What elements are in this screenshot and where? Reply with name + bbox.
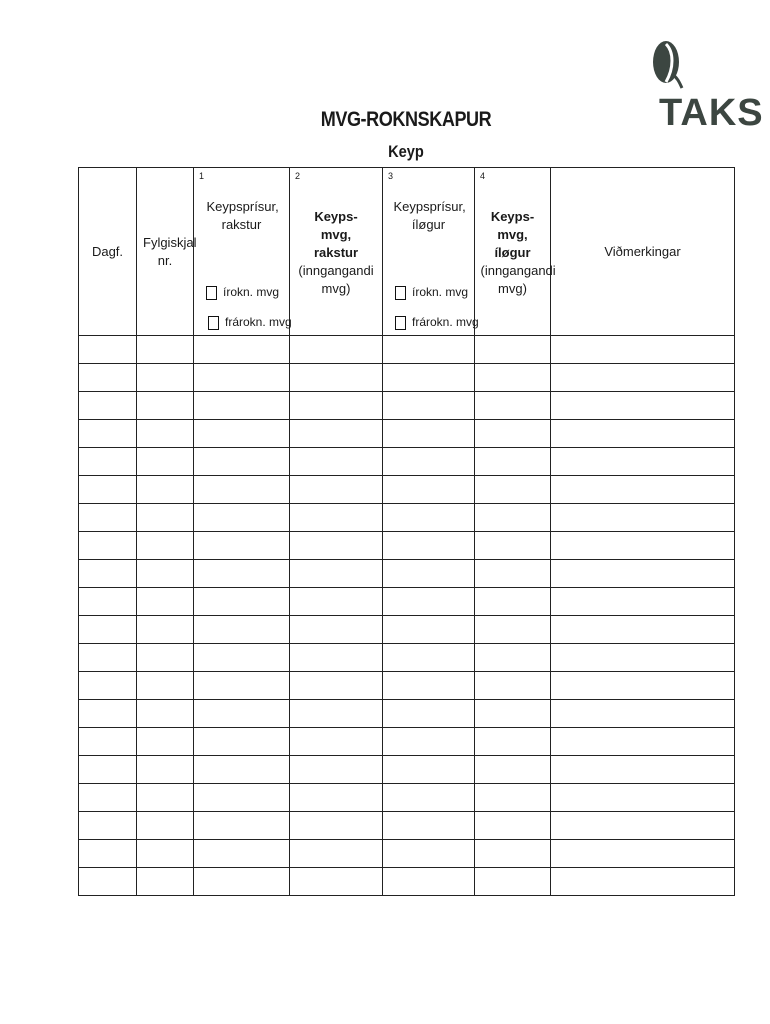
table-cell[interactable] — [290, 588, 383, 616]
table-cell[interactable] — [79, 336, 137, 364]
table-row — [79, 784, 735, 812]
table-cell[interactable] — [137, 616, 194, 644]
table-row — [79, 420, 735, 448]
table-cell[interactable] — [137, 756, 194, 784]
column-label: Fylgiskjal nr. — [143, 234, 197, 268]
table-cell[interactable] — [475, 728, 551, 756]
table-cell[interactable] — [79, 840, 137, 868]
column-number: 2 — [295, 171, 301, 181]
checkbox-label: frárokn. mvg — [412, 315, 479, 329]
table-cell[interactable] — [290, 476, 383, 504]
checkbox-label: frárokn. mvg — [225, 315, 292, 329]
table-cell[interactable] — [137, 644, 194, 672]
table-cell[interactable] — [383, 588, 475, 616]
table-cell[interactable] — [383, 756, 475, 784]
column-label: Keypsprísur, rakstur — [206, 199, 279, 232]
table-cell[interactable] — [383, 560, 475, 588]
table-row — [79, 336, 735, 364]
table-row — [79, 728, 735, 756]
table-row — [79, 392, 735, 420]
table-cell[interactable] — [194, 644, 290, 672]
table-cell[interactable] — [137, 336, 194, 364]
table-cell[interactable] — [79, 868, 137, 896]
table-cell[interactable] — [551, 728, 735, 756]
table-cell[interactable] — [194, 728, 290, 756]
table-row — [79, 672, 735, 700]
table-cell[interactable] — [79, 448, 137, 476]
table-cell[interactable] — [551, 616, 735, 644]
table-cell[interactable] — [79, 812, 137, 840]
table-cell[interactable] — [194, 812, 290, 840]
column-header-purchase-vat-investment — [475, 168, 556, 336]
column-header-date — [79, 168, 137, 336]
table-cell[interactable] — [383, 672, 475, 700]
table-cell[interactable] — [383, 336, 475, 364]
table-cell[interactable] — [551, 560, 735, 588]
table-cell[interactable] — [551, 420, 735, 448]
table-cell[interactable] — [137, 504, 194, 532]
table-cell[interactable] — [475, 812, 551, 840]
table-row — [79, 588, 735, 616]
table-row — [79, 812, 735, 840]
column-header-voucher — [137, 168, 197, 336]
table-cell[interactable] — [551, 868, 735, 896]
table-cell[interactable] — [383, 504, 475, 532]
table-cell[interactable] — [137, 812, 194, 840]
table-row — [79, 532, 735, 560]
table-row — [79, 476, 735, 504]
table-cell[interactable] — [290, 560, 383, 588]
table-cell[interactable] — [383, 728, 475, 756]
table-cell[interactable] — [290, 420, 383, 448]
column-label-bold: Keyps-mvg, rakstur — [313, 209, 359, 260]
table-cell[interactable] — [290, 812, 383, 840]
table-cell[interactable] — [551, 448, 735, 476]
table-cell[interactable] — [290, 448, 383, 476]
table-cell[interactable] — [79, 392, 137, 420]
table-cell[interactable] — [290, 756, 383, 784]
column-label-bold: Keyps-mvg, íløgur — [490, 209, 535, 260]
table-cell[interactable] — [194, 476, 290, 504]
table-cell[interactable] — [290, 364, 383, 392]
table-cell[interactable] — [475, 644, 551, 672]
checkbox-box[interactable] — [208, 316, 219, 330]
table-cell[interactable] — [383, 812, 475, 840]
table-cell[interactable] — [475, 672, 551, 700]
checkbox-box[interactable] — [206, 286, 217, 300]
column-label: Keypsprísur, íløgur — [393, 199, 466, 232]
table-cell[interactable] — [383, 420, 475, 448]
table-cell[interactable] — [194, 420, 290, 448]
column-header-purchase-price-operating — [194, 168, 290, 336]
table-cell[interactable] — [194, 868, 290, 896]
checkbox-box[interactable] — [395, 286, 406, 300]
table-cell[interactable] — [137, 448, 194, 476]
table-cell[interactable] — [79, 476, 137, 504]
table-cell[interactable] — [194, 784, 290, 812]
table-cell[interactable] — [475, 532, 551, 560]
table-cell[interactable] — [194, 588, 290, 616]
table-cell[interactable] — [475, 364, 551, 392]
table-cell[interactable] — [551, 756, 735, 784]
table-row — [79, 868, 735, 896]
table-row — [79, 644, 735, 672]
table-cell[interactable] — [137, 420, 194, 448]
logo-text: TAKS — [659, 92, 764, 134]
table-cell[interactable] — [475, 448, 551, 476]
table-row — [79, 448, 735, 476]
table-cell[interactable] — [194, 504, 290, 532]
table-cell[interactable] — [290, 700, 383, 728]
column-header-purchase-vat-operating — [290, 168, 383, 336]
table-cell[interactable] — [137, 840, 194, 868]
table-cell[interactable] — [551, 336, 735, 364]
table-cell[interactable] — [137, 700, 194, 728]
table-cell[interactable] — [79, 756, 137, 784]
table-cell[interactable] — [551, 784, 735, 812]
table-header-row — [79, 168, 735, 336]
table-cell[interactable] — [475, 840, 551, 868]
table-cell[interactable] — [79, 532, 137, 560]
table-cell[interactable] — [475, 336, 551, 364]
table-cell[interactable] — [290, 728, 383, 756]
table-cell[interactable] — [79, 700, 137, 728]
table-cell[interactable] — [137, 392, 194, 420]
table-cell[interactable] — [290, 868, 383, 896]
table-cell[interactable] — [194, 448, 290, 476]
table-cell[interactable] — [79, 504, 137, 532]
table-cell[interactable] — [79, 616, 137, 644]
checkbox-label: írokn. mvg — [223, 285, 280, 299]
table-cell[interactable] — [475, 504, 551, 532]
table-row — [79, 616, 735, 644]
table-cell[interactable] — [137, 560, 194, 588]
checkbox-incl-vat[interactable] — [395, 284, 468, 300]
table-cell[interactable] — [475, 588, 551, 616]
table-cell[interactable] — [551, 532, 735, 560]
table-cell[interactable] — [551, 672, 735, 700]
table-row — [79, 700, 735, 728]
table-cell[interactable] — [137, 476, 194, 504]
table-cell[interactable] — [290, 504, 383, 532]
checkbox-excl-vat[interactable] — [208, 314, 292, 330]
table-cell[interactable] — [475, 560, 551, 588]
table-row — [79, 560, 735, 588]
table-cell[interactable] — [79, 588, 137, 616]
table-cell[interactable] — [137, 868, 194, 896]
table-cell[interactable] — [79, 784, 137, 812]
column-header-purchase-price-investment — [383, 168, 479, 336]
table-cell[interactable] — [137, 728, 194, 756]
table-cell[interactable] — [551, 700, 735, 728]
table-cell[interactable] — [137, 364, 194, 392]
table-cell[interactable] — [475, 700, 551, 728]
table-cell[interactable] — [137, 532, 194, 560]
table-cell[interactable] — [137, 784, 194, 812]
table-cell[interactable] — [383, 868, 475, 896]
column-label: Viðmerkingar — [604, 243, 681, 259]
table-body — [79, 336, 735, 896]
table-cell[interactable] — [551, 812, 735, 840]
table-cell[interactable] — [290, 336, 383, 364]
table-cell[interactable] — [137, 588, 194, 616]
column-header-remarks — [551, 168, 735, 336]
table-cell[interactable] — [194, 336, 290, 364]
table-cell[interactable] — [551, 588, 735, 616]
table-cell[interactable] — [79, 560, 137, 588]
table-cell[interactable] — [194, 392, 290, 420]
table-cell[interactable] — [137, 672, 194, 700]
table-row — [79, 504, 735, 532]
table-cell[interactable] — [383, 532, 475, 560]
checkbox-excl-vat[interactable] — [395, 314, 479, 330]
table-cell[interactable] — [475, 784, 551, 812]
leaf-icon — [652, 38, 684, 90]
column-label: (inngangandi mvg) — [298, 263, 374, 296]
table-cell[interactable] — [194, 364, 290, 392]
table-cell[interactable] — [383, 364, 475, 392]
table-cell[interactable] — [194, 560, 290, 588]
table-cell[interactable] — [194, 700, 290, 728]
table-cell[interactable] — [290, 644, 383, 672]
table-cell[interactable] — [475, 420, 551, 448]
table-cell[interactable] — [551, 644, 735, 672]
table-cell[interactable] — [79, 728, 137, 756]
table-cell[interactable] — [383, 448, 475, 476]
table-cell[interactable] — [551, 364, 735, 392]
table-cell[interactable] — [383, 616, 475, 644]
table-cell[interactable] — [290, 532, 383, 560]
column-label: (inngangandi mvg) — [480, 263, 556, 296]
checkbox-incl-vat[interactable] — [206, 284, 279, 300]
table-row — [79, 840, 735, 868]
page-subtitle: Keyp — [388, 142, 424, 161]
table-cell[interactable] — [194, 840, 290, 868]
checkbox-box[interactable] — [395, 316, 406, 330]
table-cell[interactable] — [475, 476, 551, 504]
table-cell[interactable] — [79, 364, 137, 392]
column-label: Dagf. — [91, 243, 124, 259]
table-cell[interactable] — [551, 504, 735, 532]
table-cell[interactable] — [290, 616, 383, 644]
table-cell[interactable] — [475, 756, 551, 784]
table-cell[interactable] — [290, 672, 383, 700]
table-cell[interactable] — [475, 616, 551, 644]
column-number: 4 — [480, 171, 486, 181]
table-cell[interactable] — [383, 784, 475, 812]
table-cell[interactable] — [551, 476, 735, 504]
table-cell[interactable] — [290, 392, 383, 420]
table-cell[interactable] — [383, 644, 475, 672]
table-cell[interactable] — [475, 392, 551, 420]
page-title: MVG-ROKNSKAPUR — [320, 108, 492, 131]
table-cell[interactable] — [383, 476, 475, 504]
table-cell[interactable] — [79, 672, 137, 700]
table-cell[interactable] — [551, 840, 735, 868]
table-cell[interactable] — [194, 672, 290, 700]
checkbox-label: írokn. mvg — [412, 285, 469, 299]
table-cell[interactable] — [194, 756, 290, 784]
table-cell[interactable] — [290, 840, 383, 868]
table-row — [79, 364, 735, 392]
table-cell[interactable] — [194, 532, 290, 560]
table-row — [79, 756, 735, 784]
column-number: 1 — [199, 171, 205, 181]
table-cell[interactable] — [79, 644, 137, 672]
table-cell[interactable] — [194, 616, 290, 644]
table-cell[interactable] — [79, 420, 137, 448]
table-cell[interactable] — [475, 868, 551, 896]
vat-ledger-table — [78, 167, 735, 896]
table-cell[interactable] — [383, 840, 475, 868]
table-cell[interactable] — [383, 392, 475, 420]
table-cell[interactable] — [551, 392, 735, 420]
table-cell[interactable] — [290, 784, 383, 812]
column-number: 3 — [388, 171, 394, 181]
table-cell[interactable] — [383, 700, 475, 728]
